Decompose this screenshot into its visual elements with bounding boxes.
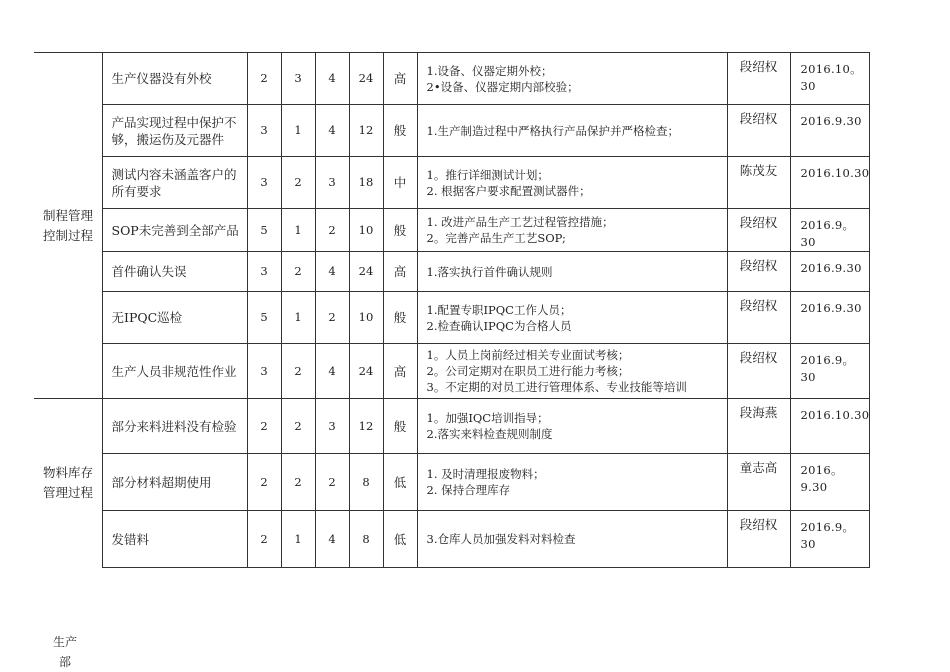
risk-level: 低 [383, 511, 417, 568]
table-row [34, 292, 870, 344]
risk-level: 般 [383, 292, 417, 344]
occurrence-score: 1 [281, 105, 315, 157]
risk-item: 测试内容未涵盖客户的所有要求 [102, 157, 247, 209]
occurrence-score: 1 [281, 209, 315, 252]
detection-score: 3 [315, 399, 349, 454]
rpn-score: 12 [349, 105, 383, 157]
owner-name: 段绍权 [727, 105, 790, 157]
table-row [34, 344, 870, 399]
due-date: 2016。9.30 [790, 454, 870, 511]
severity-score: 2 [247, 454, 281, 511]
action-list [417, 454, 727, 511]
action-item: 2.检查确认IPQC为合格人员 [426, 318, 572, 333]
action-list [417, 53, 727, 105]
risk-item: 生产人员非规范性作业 [102, 344, 247, 399]
table-row [34, 252, 870, 292]
due-date: 2016.10.30 [790, 157, 870, 209]
action-item: 3。不定期的对员工进行管理体系、专业技能等培训 [426, 380, 687, 394]
process-group-label: 物料库存管理过程 [34, 399, 102, 568]
action-item: 2. 根据客户要求配置测试器件； [426, 183, 591, 198]
due-date: 2016.9。30 [790, 209, 870, 252]
risk-item: 发错料 [102, 511, 247, 568]
table-row [34, 454, 870, 511]
severity-score: 2 [247, 511, 281, 568]
action-item: 2. 保持合理库存 [426, 483, 511, 497]
action-list [417, 252, 727, 292]
table-row [34, 209, 870, 252]
risk-item: 部分来料进料没有检验 [102, 399, 247, 454]
action-list [417, 292, 727, 344]
action-item: 1.配置专职IPQC工作人员； [426, 302, 572, 317]
action-item: 1.设备、仪器定期外校； [426, 63, 553, 78]
occurrence-score: 2 [281, 252, 315, 292]
table-body [34, 53, 870, 568]
action-item: 1。推行详细测试计划； [426, 167, 549, 182]
detection-score: 4 [315, 252, 349, 292]
owner-name: 陈茂友 [727, 157, 790, 209]
department-label: 生产部 [52, 635, 77, 669]
owner-name: 段海燕 [727, 399, 790, 454]
severity-score: 2 [247, 53, 281, 105]
action-item: 3.仓库人员加强发料对料检查 [426, 532, 576, 546]
owner-name: 段绍权 [727, 209, 790, 252]
action-item: 1.生产制造过程中严格执行产品保护并严格检查； [426, 123, 679, 138]
risk-level: 般 [383, 399, 417, 454]
action-item: 2。公司定期对在职员工进行能力考核； [426, 364, 630, 378]
due-date: 2016.10。30 [790, 53, 870, 105]
rpn-score: 12 [349, 399, 383, 454]
risk-item: SOP未完善到全部产品 [102, 209, 247, 252]
owner-name: 段绍权 [727, 252, 790, 292]
detection-score: 4 [315, 53, 349, 105]
occurrence-score: 1 [281, 511, 315, 568]
table-row [34, 157, 870, 209]
action-item: 1. 改进产品生产工艺过程管控措施； [426, 215, 614, 229]
action-list [417, 105, 727, 157]
owner-name: 段绍权 [727, 344, 790, 399]
severity-score: 3 [247, 344, 281, 399]
severity-score: 5 [247, 292, 281, 344]
action-list [417, 511, 727, 568]
rpn-score: 8 [349, 511, 383, 568]
due-date: 2016.9.30 [790, 105, 870, 157]
due-date: 2016.9.30 [790, 252, 870, 292]
detection-score: 4 [315, 105, 349, 157]
occurrence-score: 1 [281, 292, 315, 344]
risk-level: 般 [383, 209, 417, 252]
occurrence-score: 2 [281, 344, 315, 399]
table-row [34, 511, 870, 568]
table-row [34, 53, 870, 105]
owner-name: 段绍权 [727, 292, 790, 344]
occurrence-score: 2 [281, 454, 315, 511]
owner-name: 段绍权 [727, 53, 790, 105]
owner-name: 段绍权 [727, 511, 790, 568]
severity-score: 3 [247, 157, 281, 209]
detection-score: 2 [315, 454, 349, 511]
occurrence-score: 2 [281, 399, 315, 454]
severity-score: 2 [247, 399, 281, 454]
occurrence-score: 3 [281, 53, 315, 105]
rpn-score: 24 [349, 252, 383, 292]
action-item: 1. 及时清理报废物料； [426, 467, 545, 481]
action-list [417, 399, 727, 454]
rpn-score: 24 [349, 53, 383, 105]
process-group-label: 制程管理控制过程 [34, 53, 102, 399]
action-item: 2•设备、仪器定期内部校验； [426, 79, 579, 94]
action-item: 1。人员上岗前经过相关专业面试考核； [426, 348, 630, 362]
rpn-score: 10 [349, 292, 383, 344]
table-row [34, 105, 870, 157]
action-list [417, 344, 727, 399]
risk-level: 高 [383, 252, 417, 292]
risk-item: 产品实现过程中保护不够，搬运伤及元器件 [102, 105, 247, 157]
risk-assessment-table [34, 52, 870, 568]
detection-score: 2 [315, 292, 349, 344]
risk-level: 中 [383, 157, 417, 209]
table-row [34, 399, 870, 454]
action-item: 2.落实来料检查规则制度 [426, 427, 553, 441]
action-item: 1。加强IQC培训指导； [426, 411, 549, 425]
risk-item: 部分材料超期使用 [102, 454, 247, 511]
due-date: 2016.9。30 [790, 344, 870, 399]
due-date: 2016.9.30 [790, 292, 870, 344]
action-item: 2。完善产品生产工艺SOP; [426, 231, 566, 245]
detection-score: 3 [315, 157, 349, 209]
rpn-score: 8 [349, 454, 383, 511]
risk-level: 般 [383, 105, 417, 157]
due-date: 2016.10.30 [790, 399, 870, 454]
due-date: 2016.9。30 [790, 511, 870, 568]
detection-score: 2 [315, 209, 349, 252]
severity-score: 5 [247, 209, 281, 252]
risk-item: 生产仪器没有外校 [102, 53, 247, 105]
action-list [417, 157, 727, 209]
detection-score: 4 [315, 511, 349, 568]
risk-level: 高 [383, 53, 417, 105]
action-list [417, 209, 727, 252]
action-item: 1.落实执行首件确认规则 [426, 264, 553, 279]
rpn-score: 18 [349, 157, 383, 209]
detection-score: 4 [315, 344, 349, 399]
risk-item: 首件确认失误 [102, 252, 247, 292]
severity-score: 3 [247, 105, 281, 157]
rpn-score: 10 [349, 209, 383, 252]
owner-name: 童志高 [727, 454, 790, 511]
severity-score: 3 [247, 252, 281, 292]
rpn-score: 24 [349, 344, 383, 399]
occurrence-score: 2 [281, 157, 315, 209]
risk-level: 高 [383, 344, 417, 399]
risk-level: 低 [383, 454, 417, 511]
risk-item: 无IPQC巡检 [102, 292, 247, 344]
